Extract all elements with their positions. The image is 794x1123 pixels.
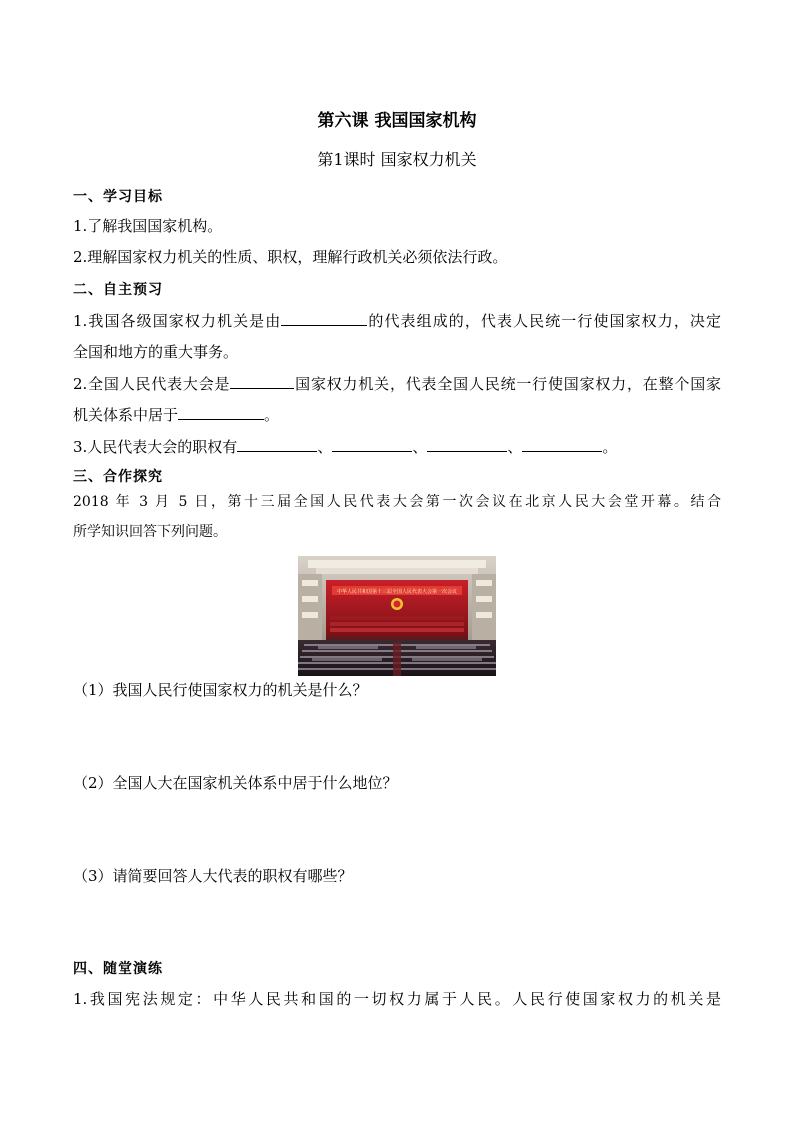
congress-hall-illustration [298,556,496,676]
preview-q2-text-d: 。 [264,406,280,424]
preview-q3-text: 3.人民代表大会的职权有 [73,438,238,456]
explore-intro-line1: 2018 年 3 月 5 日，第十三届全国人民代表大会第一次会议在北京人民大会堂开幕。结合 [73,494,721,510]
section-heading-preview: 二、自主预习 [73,282,163,298]
preview-question-3 [73,436,617,458]
preview-q2-text-b: 国家权力机关，代表全国人民统一行使国家权力，在整个国家 [294,375,721,393]
preview-q1-text-b: 的代表组成的，代表人民统一行使国家权力，决定 [367,312,721,330]
separator-2: 、 [412,438,428,456]
preview-q1-text-a: 1.我国各级国家权力机关是由 [73,312,282,330]
explore-question-1: （1）我国人民行使国家权力的机关是什么？ [73,681,368,699]
fill-blank-6[interactable] [427,436,507,452]
preview-q3-end: 。 [602,438,618,456]
section-heading-explore: 三、合作探究 [73,469,163,485]
preview-question-2-line2 [73,404,279,426]
fill-blank-3[interactable] [178,404,264,420]
preview-question-1-line2: 全国和地方的重大事务。 [73,343,239,361]
fill-blank-4[interactable] [237,436,317,452]
congress-hall-photo [298,556,496,676]
section-heading-practice: 四、随堂演练 [73,961,163,977]
explore-question-2: （2）全国人大在国家机关体系中居于什么地位？ [73,774,398,792]
preview-q2-text-c: 机关体系中居于 [73,406,179,424]
explore-intro-line2: 所学知识回答下列问题。 [73,524,227,540]
separator-3: 、 [507,438,523,456]
fill-blank-7[interactable] [522,436,602,452]
separator-1: 、 [317,438,333,456]
goal-item-2: 2.理解国家权力机关的性质、职权，理解行政机关必须依法行政。 [73,248,508,266]
preview-q2-text-a: 2.全国人民代表大会是 [73,375,231,393]
banner-text: 中华人民共和国第十三届全国人民代表大会第一次会议 [336,589,458,595]
explore-question-3: （3）请简要回答人大代表的职权有哪些？ [73,867,353,885]
preview-question-2 [73,373,721,395]
preview-question-1 [73,310,721,332]
section-heading-goals: 一、学习目标 [73,189,163,205]
lesson-subtitle: 第1课时 国家权力机关 [317,150,477,169]
lesson-title: 第六课 我国国家机构 [317,111,477,131]
fill-blank-2[interactable] [230,373,294,389]
fill-blank-1[interactable] [281,310,367,326]
fill-blank-5[interactable] [332,436,412,452]
practice-question-1: 1.我国宪法规定：中华人民共和国的一切权力属于人民。人民行使国家权力的机关是 [73,990,721,1008]
goal-item-1: 1.了解我国国家机构。 [73,217,223,235]
